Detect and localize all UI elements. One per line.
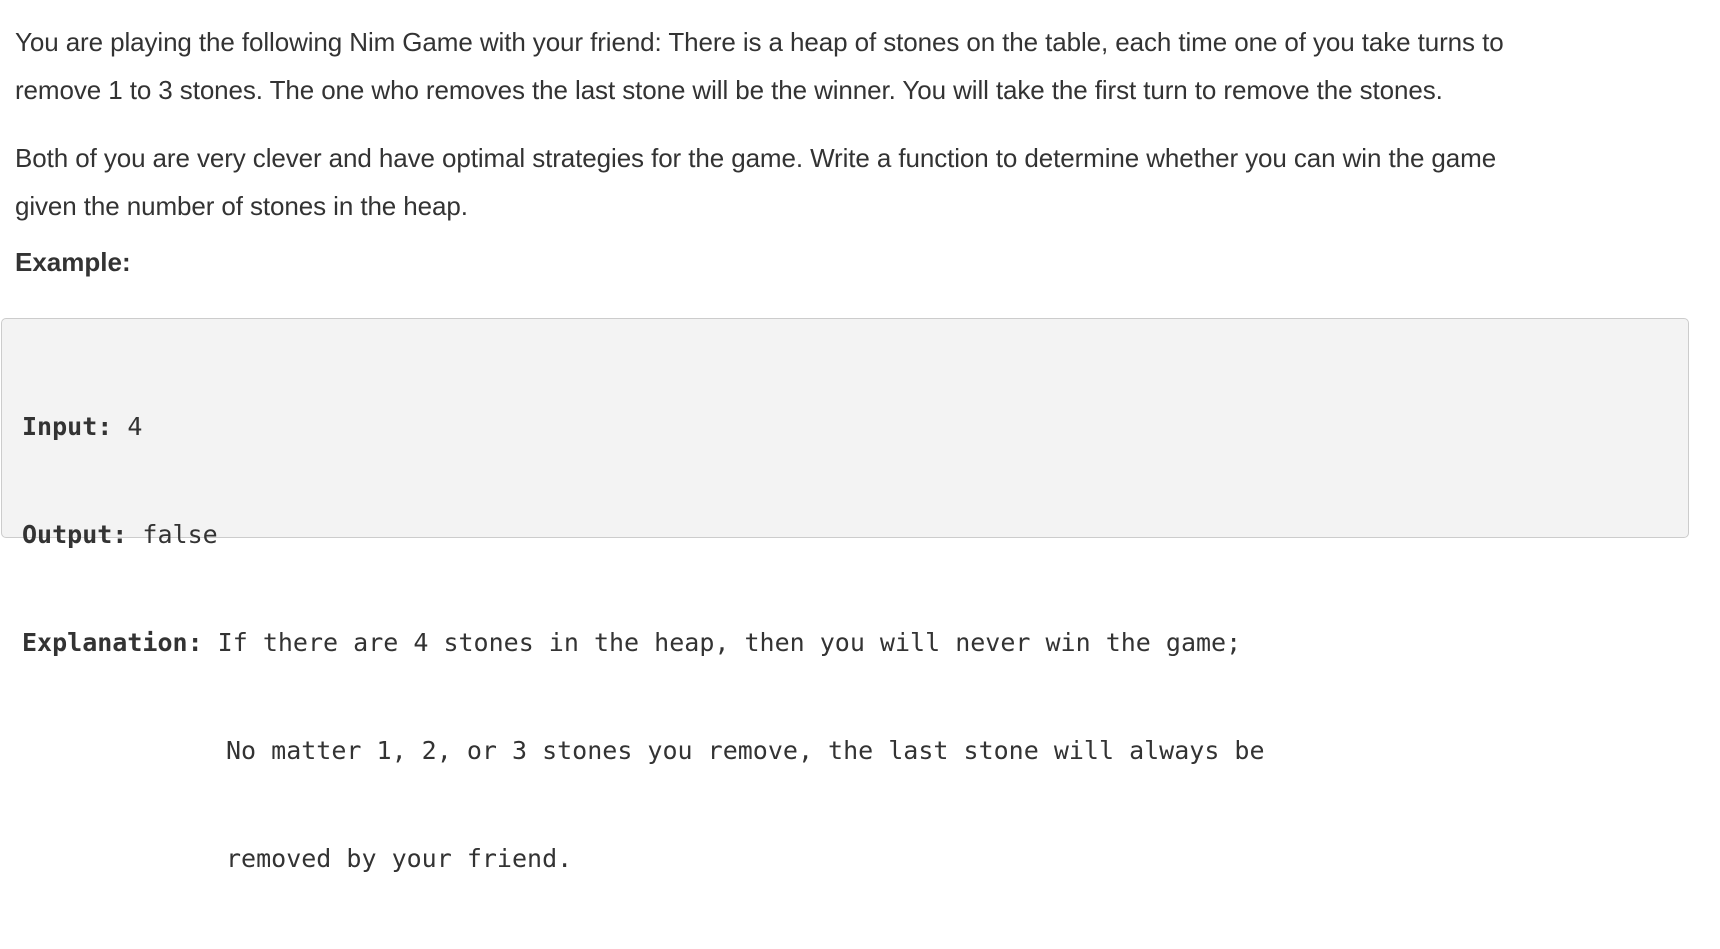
example-heading: Example: <box>15 247 131 277</box>
output-label: Output: <box>22 520 128 549</box>
input-value: 4 <box>112 412 143 441</box>
input-label: Input: <box>22 412 113 441</box>
output-value: false <box>127 520 218 549</box>
explanation-line-2 <box>22 733 1265 769</box>
example-code <box>22 337 1265 949</box>
explanation-line-3 <box>22 841 1265 877</box>
explanation-text-1: If there are 4 stones in the heap, then you will never win the game; <box>202 628 1242 657</box>
intro-paragraph: You are playing the following Nim Game with your friend: There is a heap of stones on the table, each time one of you take turns to remove 1 to 3 stones. The one who removes the last stone will be the winner. You will take the first turn to remove the stones. <box>15 27 1504 105</box>
example-code-block <box>1 318 1689 873</box>
explanation-text-2: No matter 1, 2, or 3 stones you remove, the last stone will always be <box>226 736 1265 765</box>
explanation-text-3: removed by your friend. <box>226 844 573 873</box>
explanation-label: Explanation: <box>22 628 203 657</box>
task-paragraph: Both of you are very clever and have optimal strategies for the game. Write a function to determine whether you can win the game given the number of stones in the heap. <box>15 143 1497 221</box>
explanation-line-1 <box>22 625 1265 661</box>
input-line <box>22 409 1265 445</box>
problem-description <box>15 0 1707 280</box>
output-line <box>22 517 1265 553</box>
